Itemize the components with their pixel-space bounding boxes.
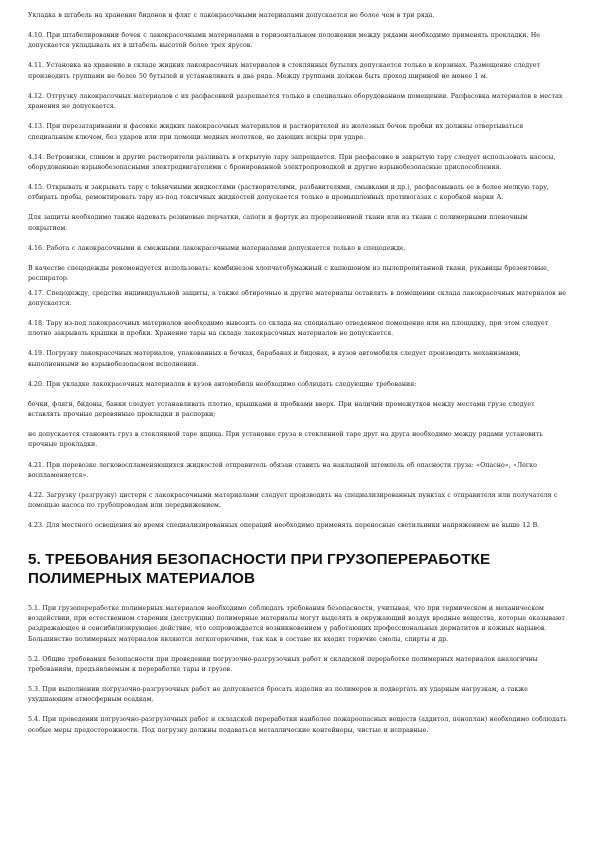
paragraph: 5.2. Общие требования безопасности при проведении погрузочно-разгрузочных работ и складской переработке полимерных материалов аналогичны требованиям, предъявляемым к переработке тары и грузов. bbox=[28, 655, 538, 673]
paragraphs-top bbox=[28, 11, 569, 532]
paragraphs-bottom bbox=[28, 604, 569, 736]
paragraph: 4.16. Работа с лакокрасочными и смежными лакокрасочными материалами допускается только в спецодежде. bbox=[28, 244, 406, 252]
paragraph: 4.10. При штабелировании бочек с лакокрасочными материалами в горизонтальном положении между рядами необходимо применять прокладки. Не допускается укладывать их в штабель высотой более трех ярусов. bbox=[28, 32, 541, 50]
paragraph: Для защиты необходимо также надевать резиновые перчатки, сапоги и фартук из прорезиненной ткани или из ткани с полимерными пленочным покрытием. bbox=[28, 214, 528, 232]
paragraph: 4.18. Тару из-под лакокрасочных материалов необходимо вывозить со склада на специально отведенное помещение или на площадку, при этом следует плотно закрывать крышки и пробки. Хранение тары на складе лакокрасочных материалов не допускается. bbox=[28, 319, 549, 338]
paragraph: бочки, фляги, бидоны, банки следует устанавливать плотно, крышками и пробками вверх. При наличии промежутков между местами грузе следует вставлять прочные деревянные прокладки и распорки; bbox=[28, 400, 535, 419]
paragraph: 5.3. При выполнении погрузочно-разгрузочных работ не допускается бросать изделия из полимеров и подвергать их ударным нагрузкам, а также ухудшающим атмосферным осадкам. bbox=[28, 686, 528, 704]
paragraph: 4.13. При перезатаривании и фасовке жидких лакокрасочных материалов и растворителей из железных бочек пробки их должны отвертываться специальным ключом, без ударов или при помощи медных молотков, не дающих искры при ударе. bbox=[28, 123, 524, 141]
paragraph: 4.15. Открывать и закрывать тару с toksичными жидкостями (растворителями, разбавителями, смывками и др.), расфасовывать ее в более мелкую тару, отбирать пробы, ремонтировать тару из-под токсичных жидкостей допускается только в промышленных противогазах с коробкой марки А. bbox=[28, 184, 549, 202]
paragraph: не допускается становить груз в стеклянной таре ящика. При установке груза в стеклянной таре друг на друга необходимо между рядами установить прочные прокладки. bbox=[28, 431, 543, 449]
paragraph: 4.19. Погрузку лакокрасочных материалов, упакованных в бочках, барабанах и бидонах, в кузов автомобиля следует производить механизмами, выполненными во взрывобезопасном исполнении. bbox=[28, 350, 521, 368]
paragraph: 4.12. Отгрузку лакокрасочных материалов с их расфасовкой разрешается только в специально оборудованном помещении. Расфасовка материалов в местах хранения не допускается. bbox=[28, 92, 563, 111]
paragraph: 5.1. При грузопереработке полимерных материалов необходимо соблюдать требования безопасности, учитывая, что при термическом и механическом воздействии, при естественном старении (деструкции) полимерные материалы могут выделять в окружающий воздух вредные вещества, которые оказывают раздражающее и сенсибилизирующее действие, что сопровождается возникновением у работающих профессиональных дерматитов и кожных нарывов. Большинство полимерных материалов являются легкогорючими, так как в составе их входят горючие смолы, спирты и др. bbox=[28, 604, 565, 643]
paragraph: 4.22. Загрузку (разгрузку) цистерн с лакокрасочными материалами следует производить на специализированных пунктах с отправителя или получателя с помощью насоса по трубопроводам или передвижением. bbox=[28, 491, 558, 510]
paragraph: Укладка в штабель на хранение бидонов и фляг с лакокрасочными материалами допускается не более чем в три ряда. bbox=[28, 12, 435, 19]
paragraph: 5.4. При проведении погрузочно-разгрузочных работ и складской переработки наиболее пожароопасных веществ (аддитол, пеноплан) необходимо соблюдать особые меры предосторожности. Под погрузку должны подаваться металлические контейнеры, чистые и исправные. bbox=[28, 716, 567, 734]
section-heading: 5. ТРЕБОВАНИЯ БЕЗОПАСНОСТИ ПРИ ГРУЗОПЕРЕРАБОТКЕ ПОЛИМЕРНЫХ МАТЕРИАЛОВ bbox=[28, 550, 491, 588]
paragraph: 4.14. Ветровизки, сливом и другие растворители разливать в открытую тару запрещается. При расфасовке в закрытую тару следует использовать насосы, оборудованные взрывобезопасными электродвигателями с бронированной электропроводкой и другие взрывобезопасные приспособления. bbox=[28, 153, 556, 171]
paragraph: 4.17. Спецодежду, средства индивидуальной защиты, а также обтирочные и другие материалы оставлять в помещении склада лакокрасочных материалов не допускается. bbox=[28, 289, 567, 307]
paragraph: 4.23. Для местного освещения во время специализированных операций необходимо применять переносные светильники напряжением не выше 12 В. bbox=[28, 522, 540, 530]
paragraph: 4.11. Установка на хранение в складе жидких лакокрасочных материалов в стеклянных бутылях допускается только в корзинах. Размещение следует производить группами не более 50 бутылей и устанавливать в два ряда. Между группами должен быть проход шириной не менее 1 м. bbox=[28, 62, 541, 80]
paragraph: 4.21. При перевозке легковоспламеняющихся жидкостей отправитель обязан ставить на накладной штемпель об опасности груза: «Опасно», «Легко воспламеняется». bbox=[28, 461, 537, 479]
paragraph: В качестве спецодежды рекомендуется использовать: комбинезон хлопчатобумажный с капюшоном из пылепропитанной ткани, рукавицы брезентовые, респиратор. bbox=[28, 264, 549, 283]
paragraph: 4.20. При укладке лакокрасочных материалов в кузов автомобиля необходимо соблюдать следующие требования: bbox=[28, 380, 417, 388]
